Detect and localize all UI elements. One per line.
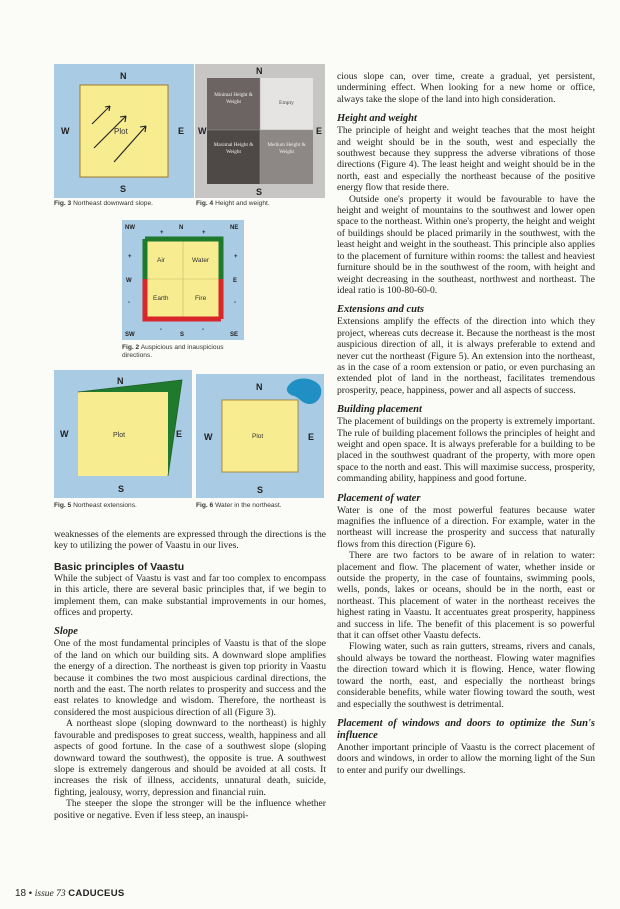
- fig2-sw: SW: [125, 332, 135, 338]
- fig5-east: E: [176, 429, 183, 439]
- figure-6-diagram: [196, 374, 324, 498]
- placement-of-water-heading: Placement of water: [337, 492, 421, 504]
- fig6-east: E: [308, 432, 315, 442]
- height-weight-heading: Height and weight: [337, 113, 417, 125]
- fig2-sign: -: [202, 327, 204, 333]
- slope-para-2: A northeast slope (sloping downward to the northeast) is highly favourable and predisposes to great success, wealth, happiness and all aspects of good fortune. In the case of a southwest slope (sloping downward toward the southwest), the opposite is true. A southwest slope is extremely dangerous and should be avoided at all costs. It increases the risk of illness, accidents, unnatural death, suicide, fighting, jealousy, worry, depression and financial ruin.: [54, 718, 326, 798]
- fig3-north: N: [120, 71, 127, 81]
- magazine-name: CADUCEUS: [68, 888, 125, 899]
- fig6-west: W: [204, 432, 213, 442]
- fig6-plot-label: Plot: [252, 433, 264, 440]
- figure-5-diagram: [54, 370, 192, 498]
- figure-3-diagram: [54, 64, 194, 198]
- fig5-west: W: [60, 429, 69, 439]
- extensions-para-1: Extensions amplify the effects of the direction into which they project, whereas cuts decrease it. Because the northeast is the most auspicious direction of all, it is always preferable to extend and never cut the northeast (Figure 5). An extension into the northeast, as in the case of a room extension or patio, or even purchasing an extended plot of land in the northeast, facilitates tremendous prosperity, peace, happiness, power and all aspects of success.: [337, 316, 595, 396]
- fig2-sign: -: [234, 300, 236, 306]
- fig5-south: S: [118, 484, 125, 494]
- fig2-sign: -: [160, 327, 162, 333]
- fig4-east: E: [316, 126, 323, 136]
- fig2-se: SE: [230, 332, 239, 338]
- left-intro: weaknesses of the elements are expressed through the directions is the key to utilizing the power of Vaastu in our lives.: [54, 529, 326, 552]
- height-weight-para-1: The principle of height and weight teaches that the most height and weight should be in the south, west and especially the southwest because they suppress the adverse vibrations of those directions (Figure 4). The least height and weight should be in the north, east and especially the northeast because of the positive energy flow that reside there.: [337, 125, 595, 194]
- fig6-north: N: [256, 382, 263, 392]
- fig3-east: E: [178, 126, 185, 136]
- figure-6-caption: Fig. 6 Water in the northeast.: [196, 502, 282, 509]
- fig6-south: S: [257, 485, 264, 495]
- fig4-south: S: [256, 187, 263, 197]
- fig2-sign: +: [128, 254, 132, 260]
- fig2-fire: Fire: [195, 295, 207, 302]
- height-weight-para-2: Outside one's property it would be favourable to have the height and weight of mountains to the southwest and lower open space to the northeast. Within one's property, the height and weight of buildings should be placed primarily in the southwest, with the least height and weight in the southeast. This principle also applies to the placement of furniture within rooms: the tallest and heaviest furniture should be in the southwest of the room, with height and weight decreasing in the southeast, northwest and northeast. The ideal ratio is 100-80-60-0.: [337, 193, 595, 296]
- fig3-south: S: [120, 184, 127, 194]
- page-number: 18: [15, 888, 27, 899]
- fig2-water: Water: [192, 257, 210, 264]
- fig4-west: W: [198, 126, 207, 136]
- building-placement-heading: Building placement: [337, 404, 422, 416]
- page-footer: [15, 888, 125, 899]
- fig2-ne: NE: [230, 225, 239, 231]
- placement-of-water-para-2: There are two factors to be aware of in relation to water: placement and flow. The placement of water, whether inside or outside the property, in the case of fountains, swimming pools, wells, ponds, lakes or oceans, should be in the north, east or northeast. This placement of water in the northeast receives the highest rating in Vaastu. It accentuates great prosperity, happiness and success in life. The benefit of this placement is so powerful that it can offset other Vaastu defects.: [337, 550, 595, 642]
- left-column: [54, 529, 326, 821]
- fig5-plot-label: Plot: [113, 432, 126, 439]
- fig4-cell-ne: Empty: [279, 100, 294, 106]
- footer-bullet: •: [28, 888, 33, 899]
- figure-3-caption: Fig. 3 Northeast downward slope.: [54, 200, 153, 207]
- right-column: [337, 71, 595, 776]
- slope-heading: Slope: [54, 626, 78, 638]
- fig3-plot-label: Plot: [114, 127, 128, 136]
- placement-of-water-para-3: Flowing water, such as rain gutters, streams, rivers and canals, should always be toward the northeast. Flowing water magnifies the direction toward which it is flowing. Hence, water flowing toward the north, east, and especially the northeast brings considerable benefits, while water flowing toward the south, west and especially the southwest is detrimental.: [337, 641, 595, 710]
- fig4-cell-se: Medium Height & Weight: [267, 142, 306, 155]
- right-continuation: cious slope can, over time, create a gradual, yet persistent, undermining effect. When looking for a new home or office, always take the slope of the land into high consideration.: [337, 71, 595, 105]
- figure-5-caption: Fig. 5 Northeast extensions.: [54, 502, 137, 509]
- figure-4-caption: Fig. 4 Height and weight.: [196, 200, 270, 207]
- fig2-nw: NW: [125, 225, 135, 231]
- issue-number: issue 73: [34, 889, 66, 899]
- windows-doors-heading: Placement of windows and doors to optimize the Sun's influence: [337, 717, 595, 741]
- basic-principles-text: While the subject of Vaastu is vast and far too complex to encompass in this article, there are several basic principles that, if we begin to implement them, can make substantial improvements in our homes, offices and property.: [54, 572, 326, 619]
- building-placement-para-1: The placement of buildings on the property is extremely important. The rule of building placement follows the principles of height and weight and open space. It is always preferable for a building to be placed in the southwest quadrant of the property, with more open space to the north and east. This will maximise success, prosperity, commanding ability, happiness and good fortune.: [337, 416, 595, 485]
- fig4-north: N: [256, 66, 263, 76]
- figure-2-diagram: [122, 220, 244, 340]
- fig2-s: S: [180, 332, 185, 338]
- fig4-cell-nw: Minimal Height & Weight: [214, 92, 253, 105]
- figure-2-caption: Fig. 2 Auspicious and inauspicious directions.: [122, 344, 224, 359]
- fig2-air: Air: [157, 257, 165, 264]
- fig2-sign: -: [128, 300, 130, 306]
- fig2-earth: Earth: [153, 295, 169, 302]
- fig2-e: E: [233, 278, 238, 284]
- fig5-north: N: [117, 376, 124, 386]
- fig2-sign: +: [160, 230, 164, 236]
- fig2-sign: +: [202, 230, 206, 236]
- placement-of-water-para-1: Water is one of the most powerful features because water magnifies the influence of a direction. For example, water in the northeast will increase the prosperity and success that naturally flows from this direction (Figure 6).: [337, 504, 595, 550]
- slope-para-3: The steeper the slope the stronger will be the influence whether positive or negative. Even if less steep, an inauspi-: [54, 798, 326, 821]
- fig2-w: W: [126, 278, 132, 284]
- windows-doors-para-1: Another important principle of Vaastu is the correct placement of doors and windows, in order to allow the morning light of the Sun to enter and purify our dwellings.: [337, 741, 595, 776]
- basic-principles-heading: Basic principles of Vaastu: [54, 560, 185, 573]
- fig2-n: N: [179, 225, 184, 231]
- figure-4-diagram: [195, 64, 325, 198]
- fig3-west: W: [61, 126, 70, 136]
- slope-para-1: One of the most fundamental principles of Vaastu is that of the slope of the land on which our building sits. A downward slope amplifies the energy of a direction. The northeast is given top priority in Vaastu because it combines the two most auspicious cardinal directions, the north and the east. The north relates to prosperity and success and the east relates to knowledge and wisdom. Therefore, the northeast is considered the most auspicious direction of all (Figure 3).: [54, 638, 326, 718]
- fig4-cell-sw: Maximal Height & Weight: [213, 142, 254, 155]
- extensions-heading: Extensions and cuts: [337, 304, 424, 316]
- fig2-sign: +: [234, 254, 238, 260]
